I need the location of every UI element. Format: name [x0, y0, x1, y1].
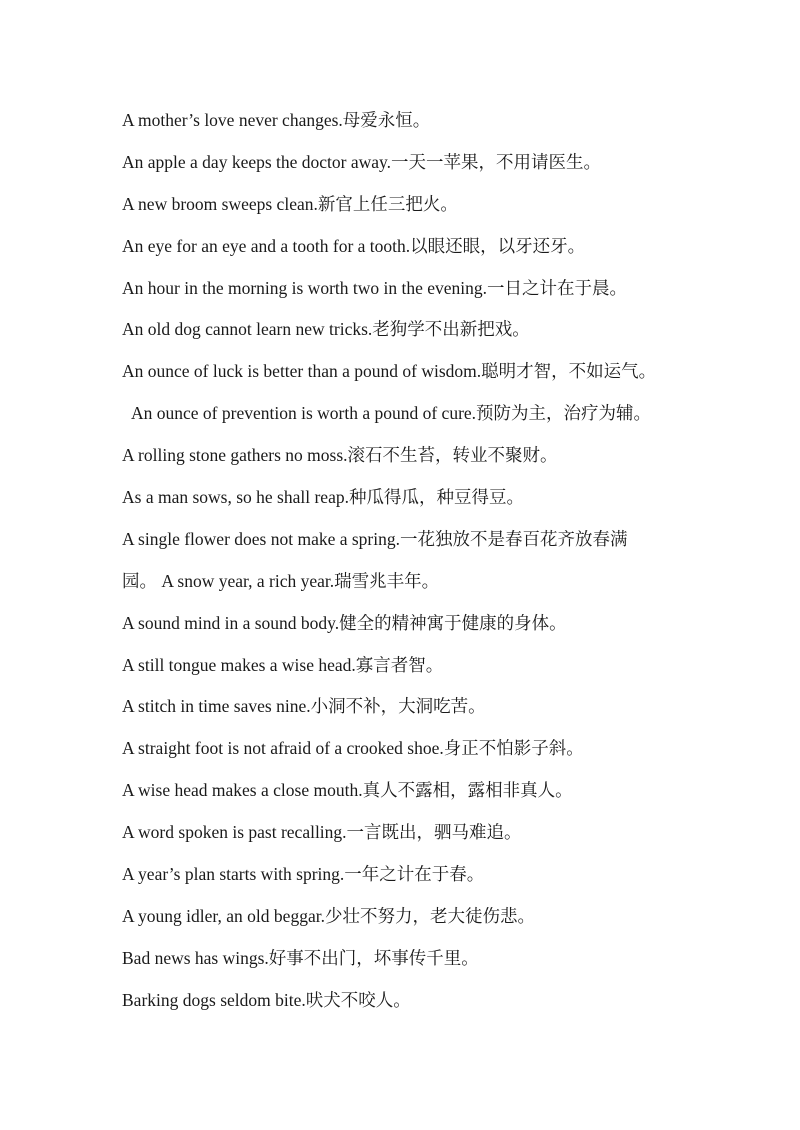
- proverb-line: An ounce of prevention is worth a pound of cure.预防为主，治疗为辅。: [131, 403, 652, 424]
- proverb-line: A word spoken is past recalling.一言既出，驷马难追。: [122, 822, 522, 843]
- proverb-list: [122, 107, 762, 1029]
- proverb-line: A new broom sweeps clean.新官上任三把火。: [122, 193, 458, 214]
- proverb-line: A stitch in time saves nine.小洞不补，大洞吃苦。: [122, 696, 486, 717]
- proverb-line: A young idler, an old beggar.少壮不努力，老大徒伤悲。: [122, 905, 535, 926]
- proverb-line: A still tongue makes a wise head.寡言者智。: [122, 654, 444, 675]
- proverb-line: A single flower does not make a spring.一花独放不是春百花齐放春满: [122, 528, 628, 549]
- proverb-line: An hour in the morning is worth two in the evening.一日之计在于晨。: [122, 277, 628, 298]
- proverb-line: An ounce of luck is better than a pound of wisdom.聪明才智，不如运气。: [122, 361, 657, 382]
- proverb-line: 园。 A snow year, a rich year.瑞雪兆丰年。: [122, 570, 440, 591]
- proverb-line: A rolling stone gathers no moss.滚石不生苔，转业不聚财。: [122, 445, 558, 466]
- proverb-line: An old dog cannot learn new tricks.老狗学不出新把戏。: [122, 319, 530, 340]
- proverb-line: Bad news has wings.好事不出门，坏事传千里。: [122, 947, 479, 968]
- proverb-line: A year’s plan starts with spring.一年之计在于春。: [122, 864, 485, 885]
- proverb-line: An eye for an eye and a tooth for a tooth.以眼还眼，以牙还牙。: [122, 235, 586, 256]
- proverb-line: A wise head makes a close mouth.真人不露相，露相非真人。: [122, 780, 573, 801]
- proverb-line: As a man sows, so he shall reap.种瓜得瓜，种豆得豆。: [122, 487, 524, 508]
- proverb-line: Barking dogs seldom bite.吠犬不咬人。: [122, 989, 411, 1010]
- proverb-line: A sound mind in a sound body.健全的精神寓于健康的身体。: [122, 612, 567, 633]
- proverb-line: A mother’s love never changes.母爱永恒。: [122, 110, 431, 130]
- proverb-line: An apple a day keeps the doctor away.一天一苹果，不用请医生。: [122, 151, 602, 172]
- proverb-line: A straight foot is not afraid of a crooked shoe.身正不怕影子斜。: [122, 738, 584, 759]
